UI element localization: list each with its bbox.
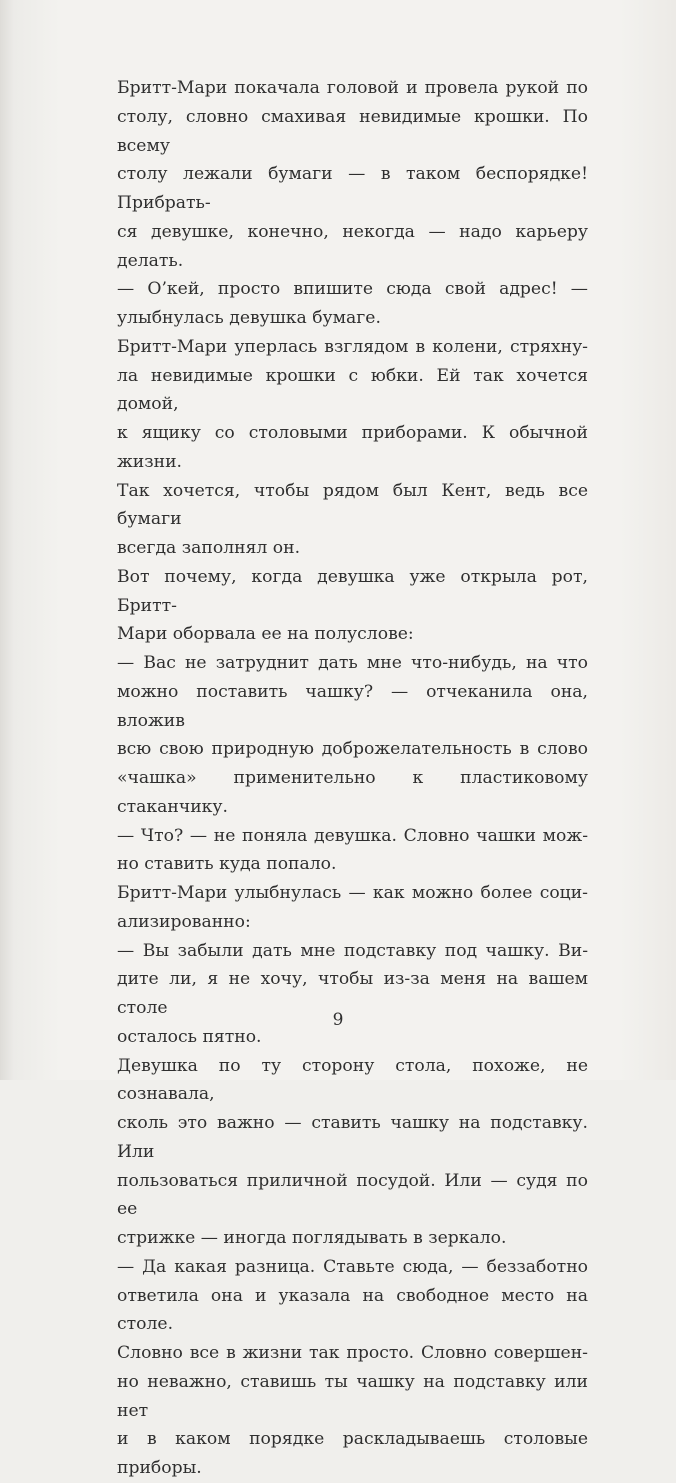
text-line: Бритт-Мари уперлась взглядом в колени, стряхну- [117,336,588,357]
text-line: но ставить куда попало. [117,854,337,875]
text-line: столу, словно смахивая невидимые крошки. По всему [117,106,588,156]
text-line: ализированно: [117,911,251,932]
text-line: дите ли, я не хочу, чтобы из-за меня на вашем столе [117,969,588,1018]
text-line: Так хочется, чтобы рядом был Кент, ведь все бумаги [117,480,588,530]
text-line: столу лежали бумаги — в таком беспорядке! Прибрать- [117,164,588,213]
text-line: пользоваться приличной посудой. Или — судя по ее [117,1170,588,1220]
text-line: Бритт-Мари улыбнулась — как можно более соци- [117,883,588,903]
text-line: — Да какая разница. Ставьте сюда, — беззаботно [117,1256,588,1277]
text-line: к ящику со столовыми приборами. К обычной жизни. [117,423,588,472]
text-line: — Что? — не поняла девушка. Словно чашки мож- [117,825,588,846]
text-line: ла невидимые крошки с юбки. Ей так хочется домой, [117,365,588,415]
text-line: всегда заполнял он. [117,538,301,558]
text-line: но неважно, ставишь ты чашку на подставку или нет [117,1371,588,1421]
text-line: можно поставить чашку? — отчеканила она, вложив [117,681,588,731]
text-line: стрижке — иногда поглядывать в зеркало. [117,1228,507,1248]
text-line: ответила она и указала на свободное место на столе. [117,1285,588,1335]
text-line: «чашка» применительно к пластиковому стаканчику. [117,768,588,817]
text-line: сколь это важно — ставить чашку на подставку. Или [117,1113,588,1162]
text-line: Вот почему, когда девушка уже открыла рот, Бритт- [117,566,588,616]
text-line: и в каком порядке раскладываешь столовые приборы. [117,1429,588,1478]
text-line: — О’кей, просто впишите сюда свой адрес! — [117,279,588,300]
text-line: — Вас не затруднит дать мне что-нибудь, на что [117,653,588,673]
text-line: Бритт-Мари покачала головой и провела рукой по [117,78,588,98]
text-line: всю свою природную доброжелательность в слово [117,739,588,760]
page-number: 9 [332,1010,344,1030]
text-line: улыбнулась девушка бумаге. [117,308,381,328]
text-line: осталось пятно. [117,1026,262,1047]
text-line: Девушка по ту сторону стола, похоже, не сознавала, [117,1055,588,1105]
text-line: Мари оборвала ее на полуслове: [117,624,414,645]
text-line: Словно все в жизни так просто. Словно совершен- [117,1343,588,1363]
page-body-text [117,74,588,1483]
text-line: — Вы забыли дать мне подставку под чашку. Ви- [117,940,588,961]
text-line: ся девушке, конечно, некогда — надо карьеру делать. [117,221,588,271]
